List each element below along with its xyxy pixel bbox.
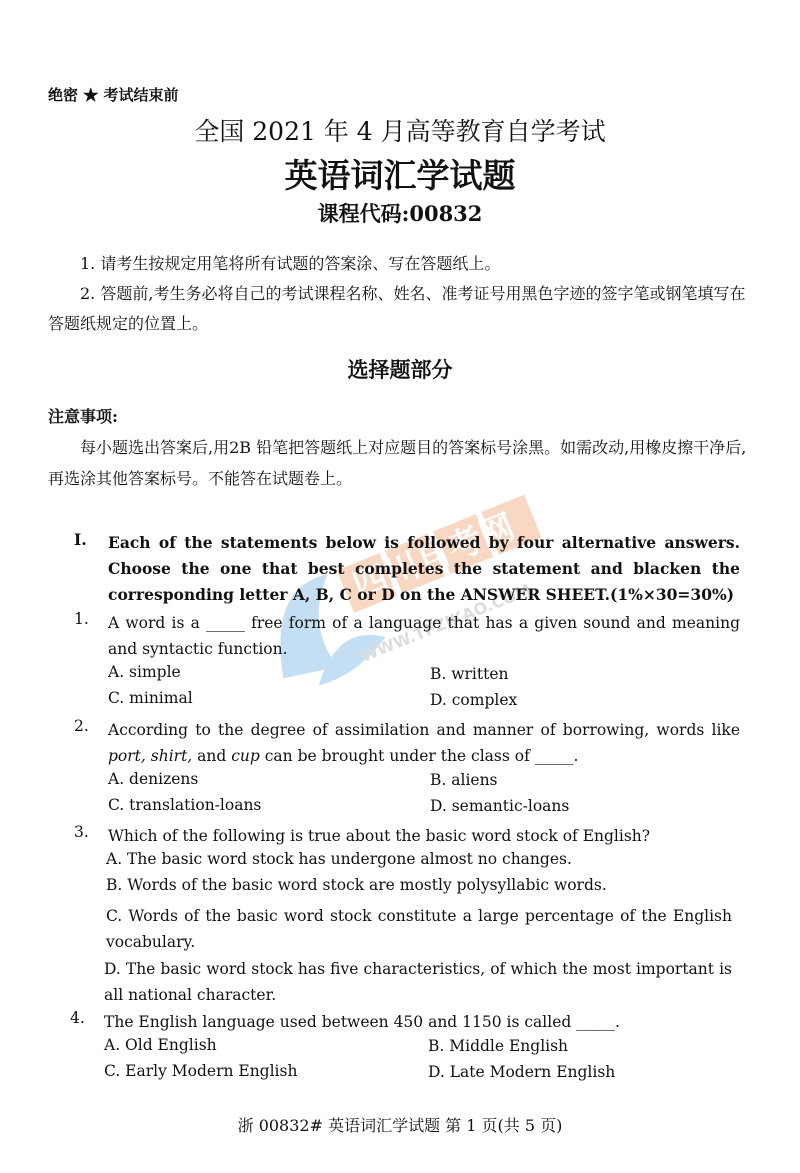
q1-option-a: A. simple xyxy=(108,663,181,681)
q1-option-c: C. minimal xyxy=(108,689,193,707)
confidential-label: 绝密 ★ 考试结束前 xyxy=(48,86,179,104)
q2-option-d: D. semantic-loans xyxy=(430,797,570,815)
instruction-1: 1. 请考生按规定用笔将所有试题的答案涂、写在答题纸上。 xyxy=(80,254,501,273)
q4-option-d: D. Late Modern English xyxy=(428,1063,616,1081)
notice-text: 每小题选出答案后,用2B 铅笔把答题纸上对应题目的答案标号涂黑。如需改动,用橡皮擦干净后,再选涂其他答案标号。不能答在试题卷上。 xyxy=(48,438,747,488)
notice-label: 注意事项: xyxy=(48,407,118,426)
q4-option-b: B. Middle English xyxy=(428,1037,569,1055)
q4-number: 4. xyxy=(70,1009,85,1027)
page-footer: 浙 00832# 英语词汇学试题 第 1 页(共 5 页) xyxy=(237,1116,563,1135)
q1-option-d: D. complex xyxy=(430,691,518,709)
q4-option-a: A. Old English xyxy=(104,1036,217,1054)
q2-number: 2. xyxy=(74,717,89,735)
q1-stem: A word is a _____ free form of a language that has a given sound and meaning and syntactic function. xyxy=(108,614,740,658)
q2-option-b: B. aliens xyxy=(430,771,498,789)
subject-title: 英语词汇学试题 xyxy=(284,156,516,195)
part1-instruction: Each of the statements below is followed by four alternative answers. Choose the one that best completes the statement and blacken the corresponding letter A, B, C or D on the ANSWER SHEET.(1%×30=30%) xyxy=(108,533,740,604)
q3-stem: Which of the following is true about the basic word stock of English? xyxy=(108,827,651,845)
q3-option-a: A. The basic word stock has undergone almost no changes. xyxy=(106,850,572,868)
watermark-url: WWW.TFZIKAO.COM xyxy=(357,579,534,666)
q4-stem: The English language used between 450 and 1150 is called _____. xyxy=(104,1013,620,1031)
instruction-2: 2. 答题前,考生务必将自己的考试课程名称、姓名、准考证号用黑色字迹的签字笔或钢笔填写在答题纸规定的位置上。 xyxy=(48,284,746,333)
q3-option-d: D. The basic word stock has five characteristics, of which the most important is all national character. xyxy=(104,960,732,1004)
course-code: 课程代码:00832 xyxy=(317,201,483,226)
q1-number: 1. xyxy=(74,610,89,628)
q2-stem: According to the degree of assimilation and manner of borrowing, words like port, shirt, and cup can be brought under the class of _____. xyxy=(108,721,740,765)
q3-option-b: B. Words of the basic word stock are mostly polysyllabic words. xyxy=(106,876,607,894)
watermark-brand: 四川自考网 xyxy=(347,506,521,608)
exam-title: 全国 2021 年 4 月高等教育自学考试 xyxy=(194,117,606,146)
q2-option-a: A. denizens xyxy=(108,770,199,788)
q4-option-c: C. Early Modern English xyxy=(104,1062,298,1080)
q3-number: 3. xyxy=(74,823,89,841)
q2-option-c: C. translation-loans xyxy=(108,796,262,814)
q3-option-c: C. Words of the basic word stock constitute a large percentage of the English vocabulary. xyxy=(106,907,732,951)
part1-roman: I. xyxy=(74,530,87,549)
q1-option-b: B. written xyxy=(430,665,509,683)
section-title: 选择题部分 xyxy=(347,357,453,382)
